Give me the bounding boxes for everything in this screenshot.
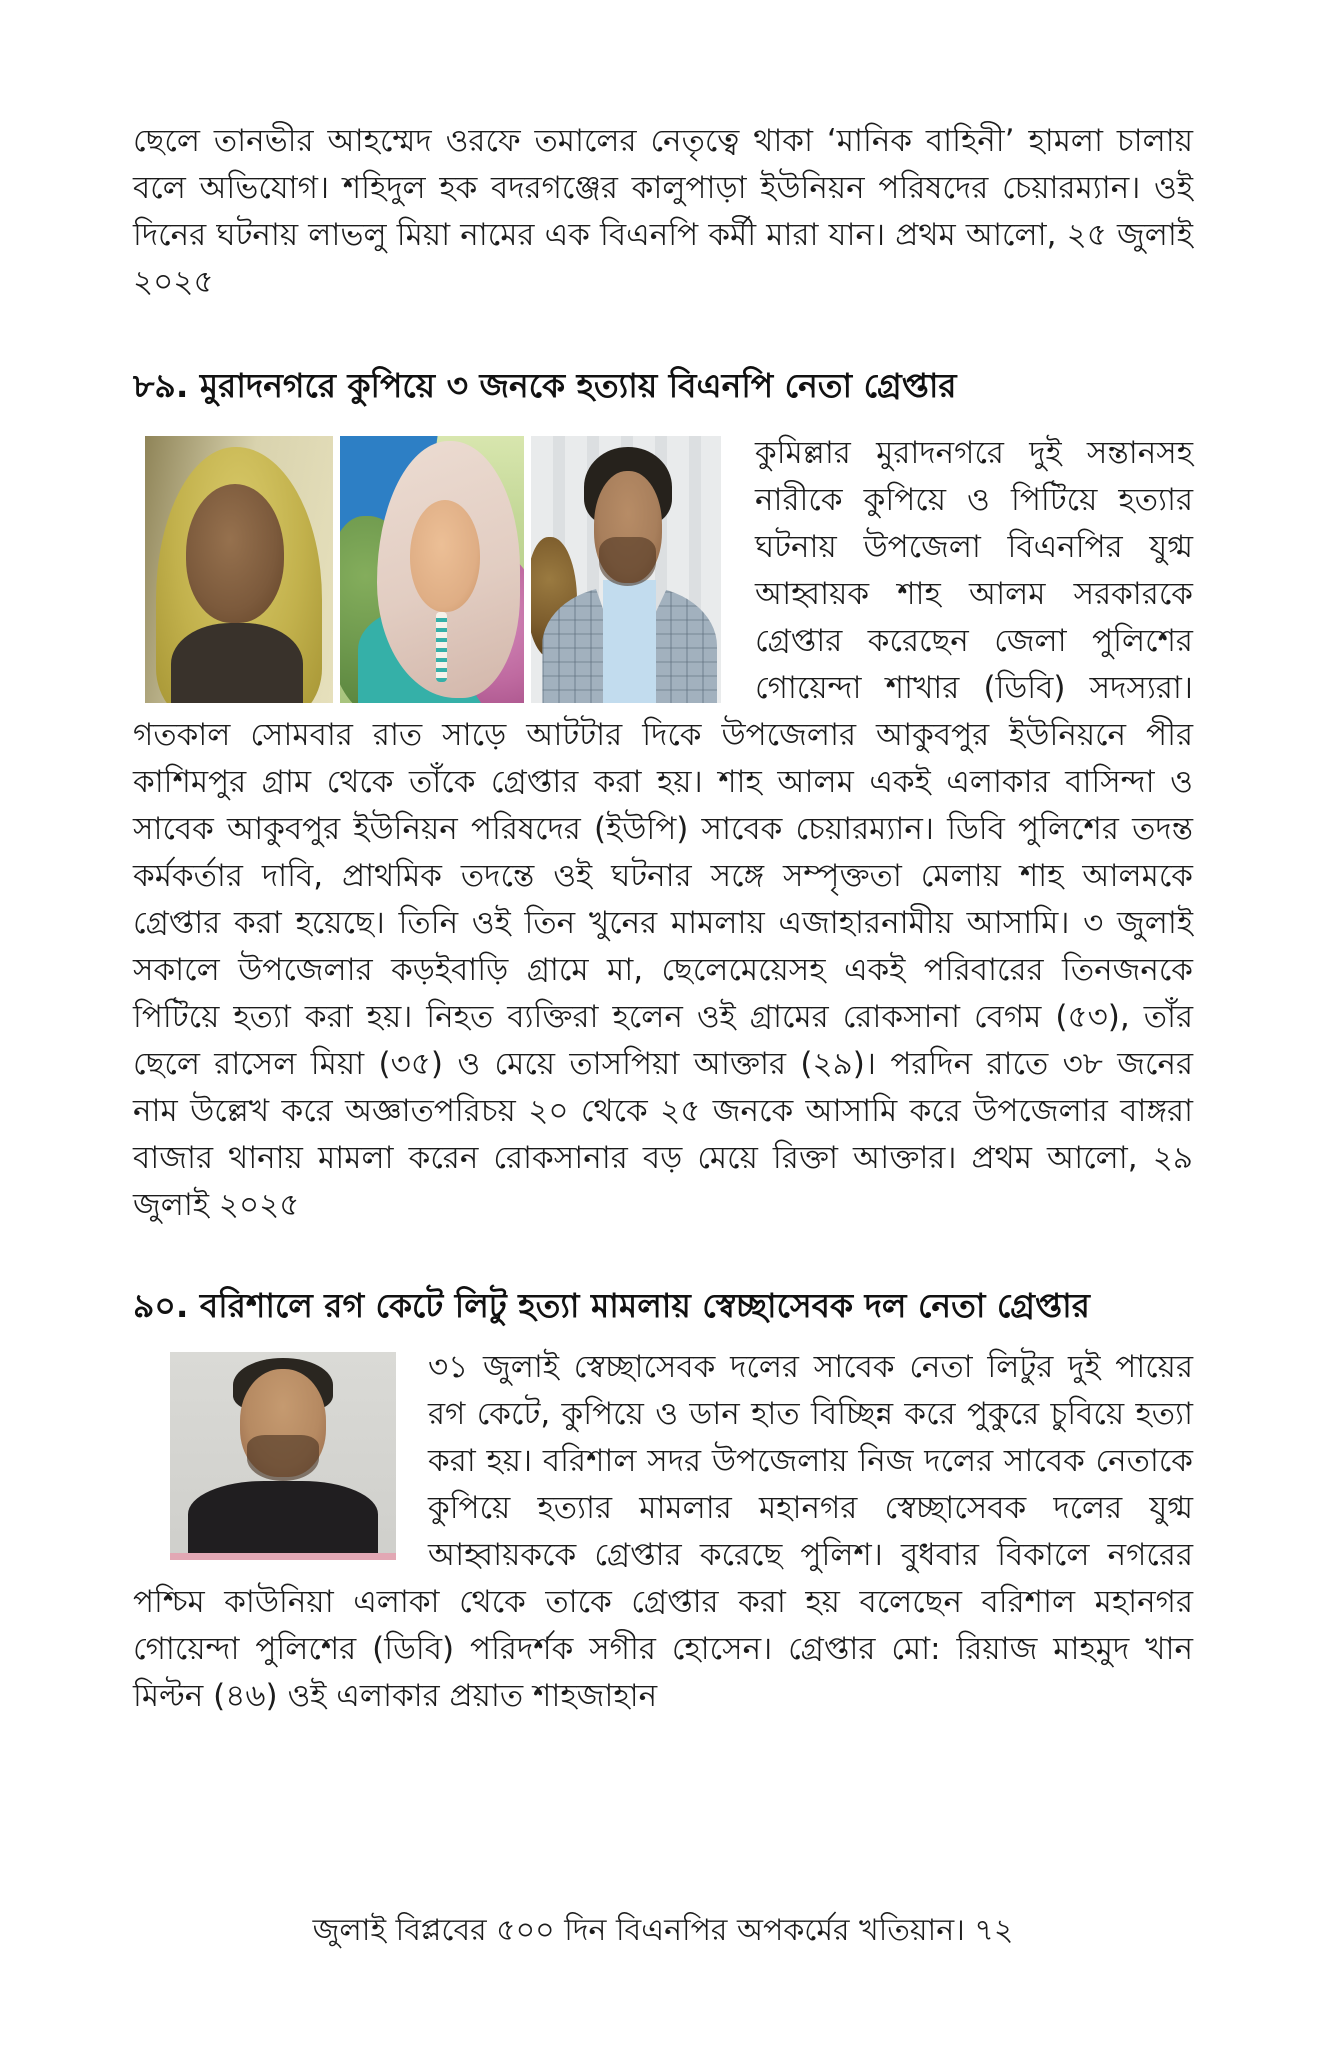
section-90-heading: ৯০. বরিশালে রগ কেটে লিটু হত্যা মামলায় স্বেচ্ছাসেবক দল নেতা গ্রেপ্তার — [133, 1286, 1090, 1325]
face-shape — [410, 500, 480, 612]
face-shape — [186, 484, 284, 623]
photo-young-woman-cream-hijab — [340, 436, 524, 703]
section-89-heading: ৮৯. মুরাদনগরে কুপিয়ে ৩ জনকে হত্যায় বিএনপি নেতা গ্রেপ্তার — [133, 366, 957, 405]
pink-bottom-strip — [170, 1553, 396, 1560]
photo-man-checked-blazer — [531, 436, 721, 703]
beard-shape — [599, 537, 656, 585]
page-footer: জুলাই বিপ্লবের ৫০০ দিন বিএনপির অপকর্মের খতিয়ান। ৭২ — [312, 1913, 1014, 1948]
blue-shirt-shape — [603, 580, 656, 703]
photo-elderly-woman-yellow-headscarf — [145, 436, 333, 703]
section-89-block — [133, 430, 1193, 1229]
section-90-body: ৩১ জুলাই স্বেচ্ছাসেবক দলের সাবেক নেতা লিটুর দুই পায়ের রগ কেটে, কুপিয়ে ও ডান হাত বিচ্ছিন্ন করে পুকুরে চুবিয়ে হত্যা করা হয়। বরিশাল সদর উপজেলায় নিজ দলের সাবেক নেতাকে কুপিয়ে হত্যার মামলার মহানগর স্বেচ্ছাসেবক দলের যুগ্ম আহ্বায়ককে গ্রেপ্তার করেছে পুলিশ। বুধবার বিকালে নগরের পশ্চিম কাউনিয়া এলাকা থেকে তাকে গ্রেপ্তার করা হয় বলেছেন বরিশাল মহানগর গোয়েন্দা পুলিশের (ডিবি) পরিদর্শক সগীর হোসেন। গ্রেপ্তার মো: রিয়াজ মাহমুদ খান মিল্টন (৪৬) ওই এলাকার প্রয়াত শাহজাহান — [133, 1349, 1193, 1714]
intro-paragraph: ছেলে তানভীর আহম্মেদ ওরফে তমালের নেতৃত্বে থাকা ‘মানিক বাহিনী’ হামলা চালায় বলে অভিযোগ। শহিদুল হক বদরগঞ্জের কালুপাড়া ইউনিয়ন পরিষদের চেয়ারম্যান। ওই দিনের ঘটনায় লাভলু মিয়া নামের এক বিএনপি কর্মী মারা যান। প্রথম আলো, ২৫ জুলাই ২০২৫ — [133, 123, 1193, 300]
torso-shape — [171, 623, 303, 703]
section-90-block — [133, 1344, 1193, 1720]
bead-necklace-shape — [436, 612, 447, 681]
section-89-body: কুমিল্লার মুরাদনগরে দুই সন্তানসহ নারীকে কুপিয়ে ও পিটিয়ে হত্যার ঘটনায় উপজেলা বিএনপির যুগ্ম আহ্বায়ক শাহ আলম সরকারকে গ্রেপ্তার করেছেন জেলা পুলিশের গোয়েন্দা শাখার (ডিবি) সদস্যরা। গতকাল সোমবার রাত সাড়ে আটটার দিকে উপজেলার আকুবপুর ইউনিয়নে পীর কাশিমপুর গ্রাম থেকে তাঁকে গ্রেপ্তার করা হয়। শাহ আলম একই এলাকার বাসিন্দা ও সাবেক আকুবপুর ইউনিয়ন পরিষদের (ইউপি) সাবেক চেয়ারম্যান। ডিবি পুলিশের তদন্ত কর্মকর্তার দাবি, প্রাথমিক তদন্তে ওই ঘটনার সঙ্গে সম্পৃক্ততা মেলায় শাহ আলমকে গ্রেপ্তার করা হয়েছে। তিনি ওই তিন খুনের মামলায় এজাহারনামীয় আসামি। ৩ জুলাই সকালে উপজেলার কড়ইবাড়ি গ্রামে মা, ছেলেমেয়েসহ একই পরিবারের তিনজনকে পিটিয়ে হত্যা করা হয়। নিহত ব্যক্তিরা হলেন ওই গ্রামের রোকসানা বেগম (৫৩), তাঁর ছেলে রাসেল মিয়া (৩৫) ও মেয়ে তাসপিয়া আক্তার (২৯)। পরদিন রাতে ৩৮ জনের নাম উল্লেখ করে অজ্ঞাতপরিচয় ২০ থেকে ২৫ জনকে আসামি করে উপজেলার বাঙ্গরা বাজার থানায় মামলা করেন রোকসানার বড় মেয়ে রিক্তা আক্তার। প্রথম আলো, ২৯ জুলাই ২০২৫ — [133, 435, 1193, 1223]
beard-shape — [247, 1435, 319, 1481]
section-89-photo-strip — [145, 436, 729, 703]
black-tshirt-shape — [188, 1481, 378, 1560]
photo-man-black-tshirt-mugshot — [170, 1352, 396, 1560]
